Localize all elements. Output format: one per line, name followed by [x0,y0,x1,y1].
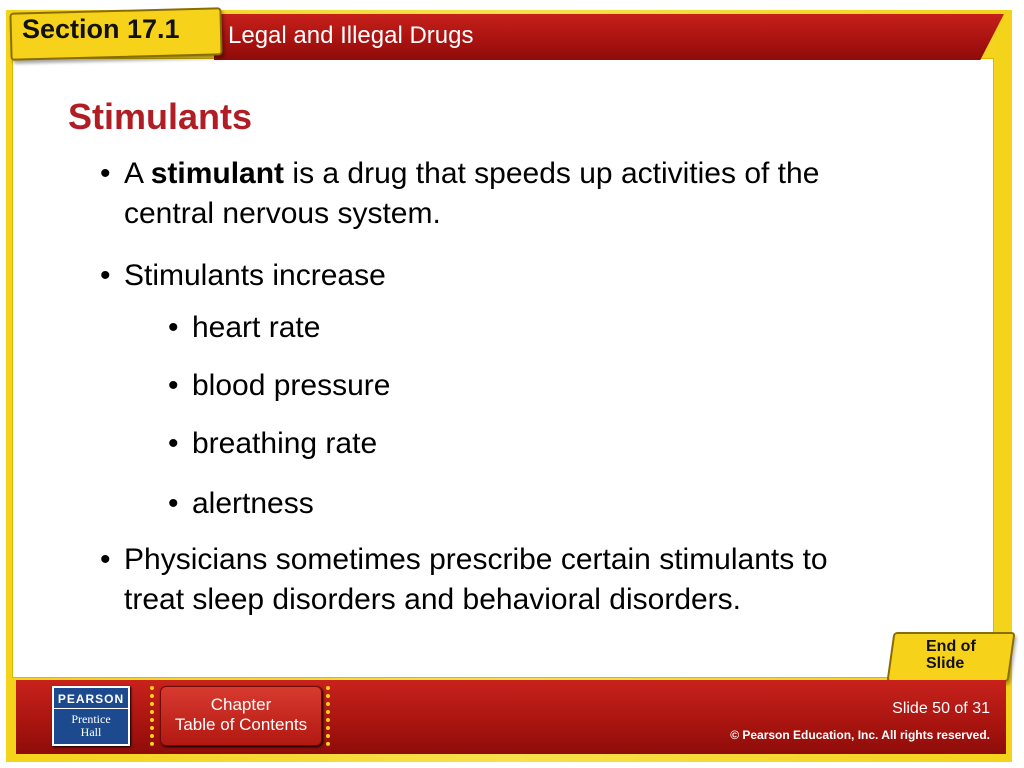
bullet-continuation: central nervous system. [124,197,441,230]
bullet-text: Physicians sometimes prescribe certain stimulants to [124,543,828,576]
pearson-logo [52,686,130,746]
bullet-glyph: • [100,157,111,190]
bullet-glyph: • [168,369,179,402]
bullet-glyph: • [168,487,179,520]
slide-number: Slide 50 of 31 [892,700,990,717]
chapter-toc-button[interactable] [160,686,322,746]
footer-divider-right [326,686,334,746]
pearson-logo-top: PEARSON [54,692,128,709]
end-of-slide-line2: Slide [926,655,965,672]
bullet-continuation: treat sleep disorders and behavioral disorders. [124,583,742,616]
copyright-notice: © Pearson Education, Inc. All rights reserved. [730,728,990,742]
chapter-toc-line2: Table of Contents [174,715,308,734]
bullet-glyph: • [168,311,179,344]
bullet-prefix: A [124,157,151,190]
bullet-glyph: • [100,543,111,576]
bullet-increase [100,256,386,296]
sub-bullet [168,424,377,464]
sub-bullet-text: blood pressure [192,369,391,402]
bullet-text: Stimulants increase [124,259,386,292]
pearson-logo-line2: Hall [80,725,102,739]
bullet-definition [100,154,960,234]
header-title: Legal and Illegal Drugs [228,22,474,49]
pearson-logo-bottom [54,713,128,739]
sub-bullet [168,484,314,524]
sub-bullet [168,366,390,406]
slide-title: Stimulants [68,96,253,137]
sub-bullet [168,308,320,348]
bullet-keyword: stimulant [150,157,285,190]
bullet-glyph: • [100,259,111,292]
sub-bullet-text: breathing rate [192,427,378,460]
sub-bullet-text: alertness [192,487,314,520]
pearson-logo-line1: Prentice [71,712,111,726]
bullet-glyph: • [168,427,179,460]
sub-bullet-text: heart rate [192,311,321,344]
chapter-toc-line1: Chapter [210,695,272,714]
bullet-rest: is a drug that speeds up activities of the [284,157,820,190]
end-of-slide-label[interactable] [926,638,976,672]
bullet-physicians [100,540,960,620]
footer-divider-left [150,686,158,746]
section-label: Section 17.1 [22,14,180,44]
end-of-slide-line1: End of [926,638,976,655]
